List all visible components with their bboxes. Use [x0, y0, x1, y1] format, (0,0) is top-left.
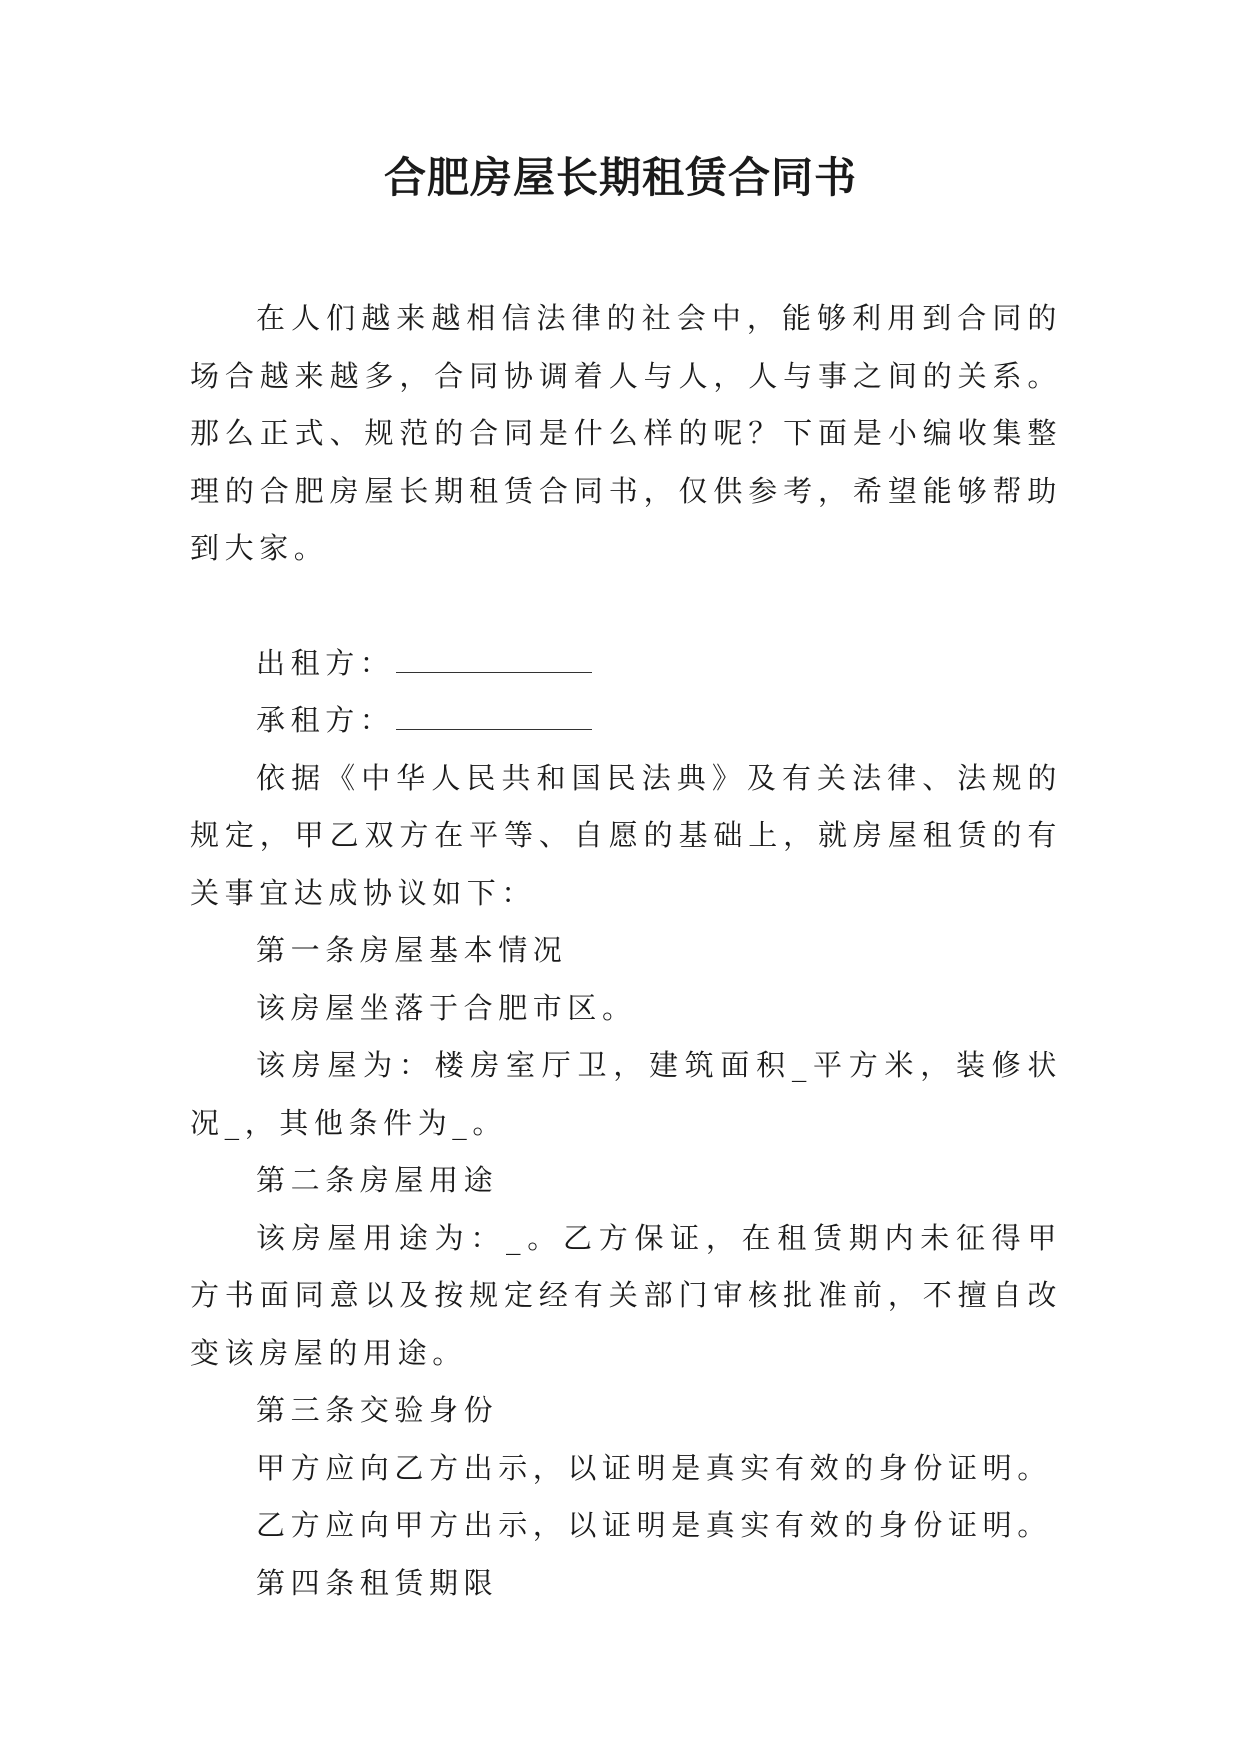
article4-title: 第四条租赁期限 — [256, 1565, 499, 1600]
article2-paragraph-1: 该房屋用途为：_。乙方保证，在租赁期内未征得甲方书面同意以及按规定经有关部门审核批准前，不擅自改变该房屋的用途。 — [190, 1220, 1062, 1370]
lessee-line — [190, 692, 1062, 750]
lessee-blank — [396, 703, 592, 730]
article3-title: 第三条交验身份 — [256, 1393, 499, 1427]
article2-title: 第二条房屋用途 — [256, 1163, 499, 1197]
article3-paragraph-2: 乙方应向甲方出示，以证明是真实有效的身份证明。 — [256, 1508, 1052, 1542]
spacer — [190, 578, 1062, 635]
lessor-line — [190, 635, 1062, 693]
lessor-label: 出租方： — [256, 645, 395, 680]
basis-paragraph: 依据《中华人民共和国民法典》及有关法律、法规的规定，甲乙双方在平等、自愿的基础上，就房屋租赁的有关事宜达成协议如下： — [190, 760, 1062, 910]
article1-paragraph-1: 该房屋坐落于合肥市区。 — [256, 990, 637, 1025]
lessee-label: 承租方： — [256, 703, 395, 737]
document-title: 合肥房屋长期租赁合同书 — [383, 153, 857, 202]
article3-paragraph-1: 甲方应向乙方出示，以证明是真实有效的身份证明。 — [256, 1450, 1052, 1485]
article1-title: 第一条房屋基本情况 — [256, 933, 568, 967]
intro-paragraph: 在人们越来越相信法律的社会中，能够利用到合同的场合越来越多，合同协调着人与人，人与事之间的关系。那么正式、规范的合同是什么样的呢？下面是小编收集整理的合肥房屋长期租赁合同书，仅供参考，希望能够帮助到大家。 — [190, 301, 1062, 565]
lessor-blank — [396, 646, 592, 673]
article1-paragraph-2: 该房屋为：楼房室厅卫，建筑面积_平方米，装修状况_，其他条件为_。 — [190, 1048, 1062, 1140]
document-body — [190, 290, 1062, 1612]
